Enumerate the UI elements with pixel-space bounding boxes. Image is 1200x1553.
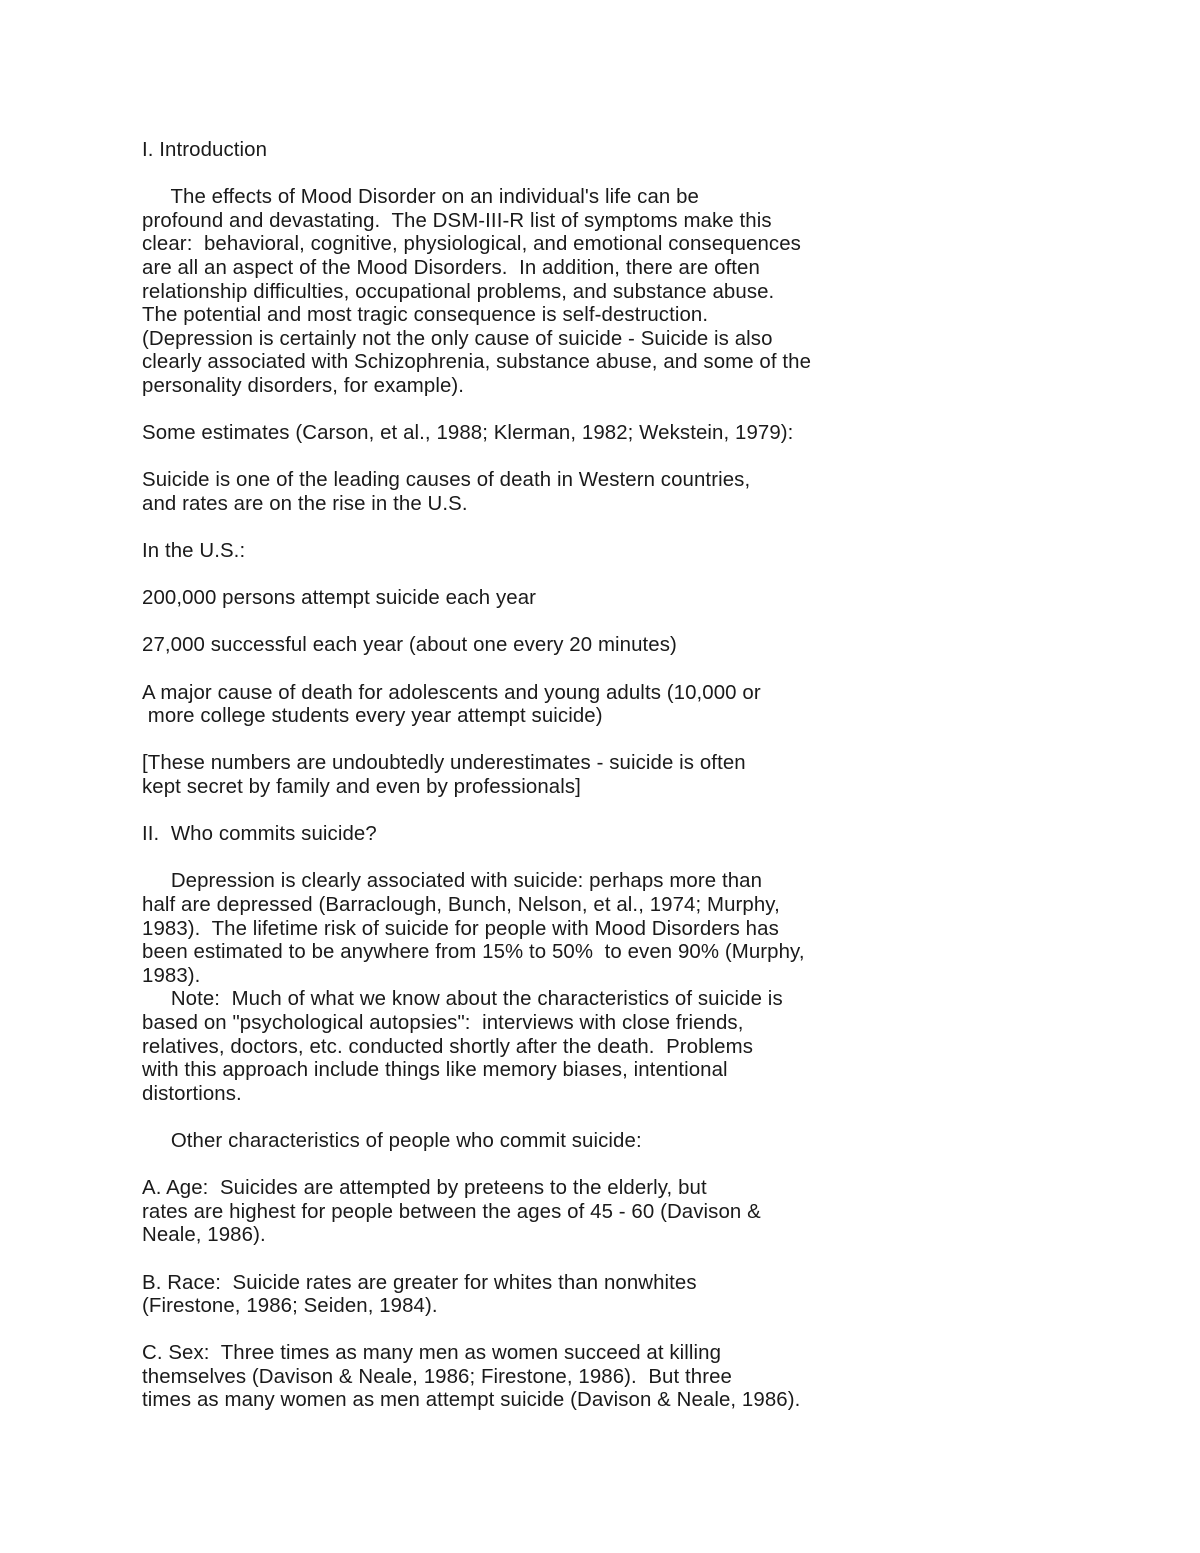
blank-line bbox=[142, 399, 1042, 423]
text-line: The potential and most tragic consequence is self-destruction. bbox=[142, 304, 709, 327]
text-line: Depression is clearly associated with suicide: perhaps more than bbox=[142, 870, 763, 893]
text-line: relationship difficulties, occupational problems, and substance abuse. bbox=[142, 280, 775, 303]
text-line: with this approach include things like memory biases, intentional bbox=[142, 1059, 728, 1082]
text-line: The effects of Mood Disorder on an individual's life can be bbox=[142, 186, 699, 209]
blank-line bbox=[142, 1154, 1042, 1178]
text-line: (Depression is certainly not the only cause of suicide - Suicide is also bbox=[142, 327, 773, 350]
text-line: A. Age: Suicides are attempted by preteens to the elderly, but bbox=[142, 1177, 707, 1200]
blank-line bbox=[142, 847, 1042, 871]
blank-line bbox=[142, 1248, 1042, 1272]
text-line: 27,000 successful each year (about one every 20 minutes) bbox=[142, 634, 677, 657]
text-line: and rates are on the rise in the U.S. bbox=[142, 492, 468, 515]
blank-line bbox=[142, 517, 1042, 541]
text-line: personality disorders, for example). bbox=[142, 374, 465, 397]
text-line: based on "psychological autopsies": interviews with close friends, bbox=[142, 1011, 744, 1034]
blank-line bbox=[142, 163, 1042, 187]
text-line: kept secret by family and even by professionals] bbox=[142, 776, 581, 799]
blank-line bbox=[142, 800, 1042, 824]
blank-line bbox=[142, 611, 1042, 635]
text-line: Other characteristics of people who commit suicide: bbox=[142, 1129, 642, 1152]
text-line: In the U.S.: bbox=[142, 540, 246, 563]
text-line: been estimated to be anywhere from 15% to 50% to even 90% (Murphy, bbox=[142, 941, 805, 964]
text-line: half are depressed (Barraclough, Bunch, Nelson, et al., 1974; Murphy, bbox=[142, 894, 780, 916]
blank-line bbox=[142, 658, 1042, 682]
blank-line bbox=[142, 1319, 1042, 1343]
text-line: I. Introduction bbox=[142, 139, 268, 161]
text-line: (Firestone, 1986; Seiden, 1984). bbox=[142, 1295, 438, 1318]
blank-line bbox=[142, 564, 1042, 588]
text-line: C. Sex: Three times as many men as women succeed at killing bbox=[142, 1342, 722, 1365]
document-body bbox=[142, 139, 1042, 1413]
text-line: A major cause of death for adolescents and young adults (10,000 or bbox=[142, 681, 761, 704]
text-line: are all an aspect of the Mood Disorders. In addition, there are often bbox=[142, 256, 760, 279]
text-line: B. Race: Suicide rates are greater for whites than nonwhites bbox=[142, 1271, 697, 1294]
text-line: more college students every year attempt suicide) bbox=[142, 705, 603, 728]
text-line: clearly associated with Schizophrenia, substance abuse, and some of the bbox=[142, 351, 812, 374]
text-line: Neale, 1986). bbox=[142, 1224, 266, 1247]
text-line: II. Who commits suicide? bbox=[142, 823, 377, 846]
blank-line bbox=[142, 1106, 1042, 1130]
text-line: 1983). The lifetime risk of suicide for people with Mood Disorders has bbox=[142, 917, 779, 940]
text-line: relatives, doctors, etc. conducted shortly after the death. Problems bbox=[142, 1035, 753, 1058]
text-line: 200,000 persons attempt suicide each year bbox=[142, 587, 537, 610]
text-line: rates are highest for people between the ages of 45 - 60 (Davison & bbox=[142, 1200, 761, 1223]
text-line: profound and devastating. The DSM-III-R list of symptoms make this bbox=[142, 209, 772, 232]
text-line: 1983). bbox=[142, 964, 201, 987]
text-line: clear: behavioral, cognitive, physiological, and emotional consequences bbox=[142, 233, 801, 256]
text-line: [These numbers are undoubtedly underestimates - suicide is often bbox=[142, 752, 746, 775]
text-line: Some estimates (Carson, et al., 1988; Klerman, 1982; Wekstein, 1979): bbox=[142, 422, 794, 445]
blank-line bbox=[142, 729, 1042, 753]
text-line: distortions. bbox=[142, 1082, 242, 1105]
text-line: themselves (Davison & Neale, 1986; Firestone, 1986). But three bbox=[142, 1365, 733, 1388]
text-line: Suicide is one of the leading causes of death in Western countries, bbox=[142, 469, 751, 492]
text-line: Note: Much of what we know about the characteristics of suicide is bbox=[142, 988, 783, 1011]
blank-line bbox=[142, 446, 1042, 470]
text-line: times as many women as men attempt suicide (Davison & Neale, 1986). bbox=[142, 1389, 801, 1412]
